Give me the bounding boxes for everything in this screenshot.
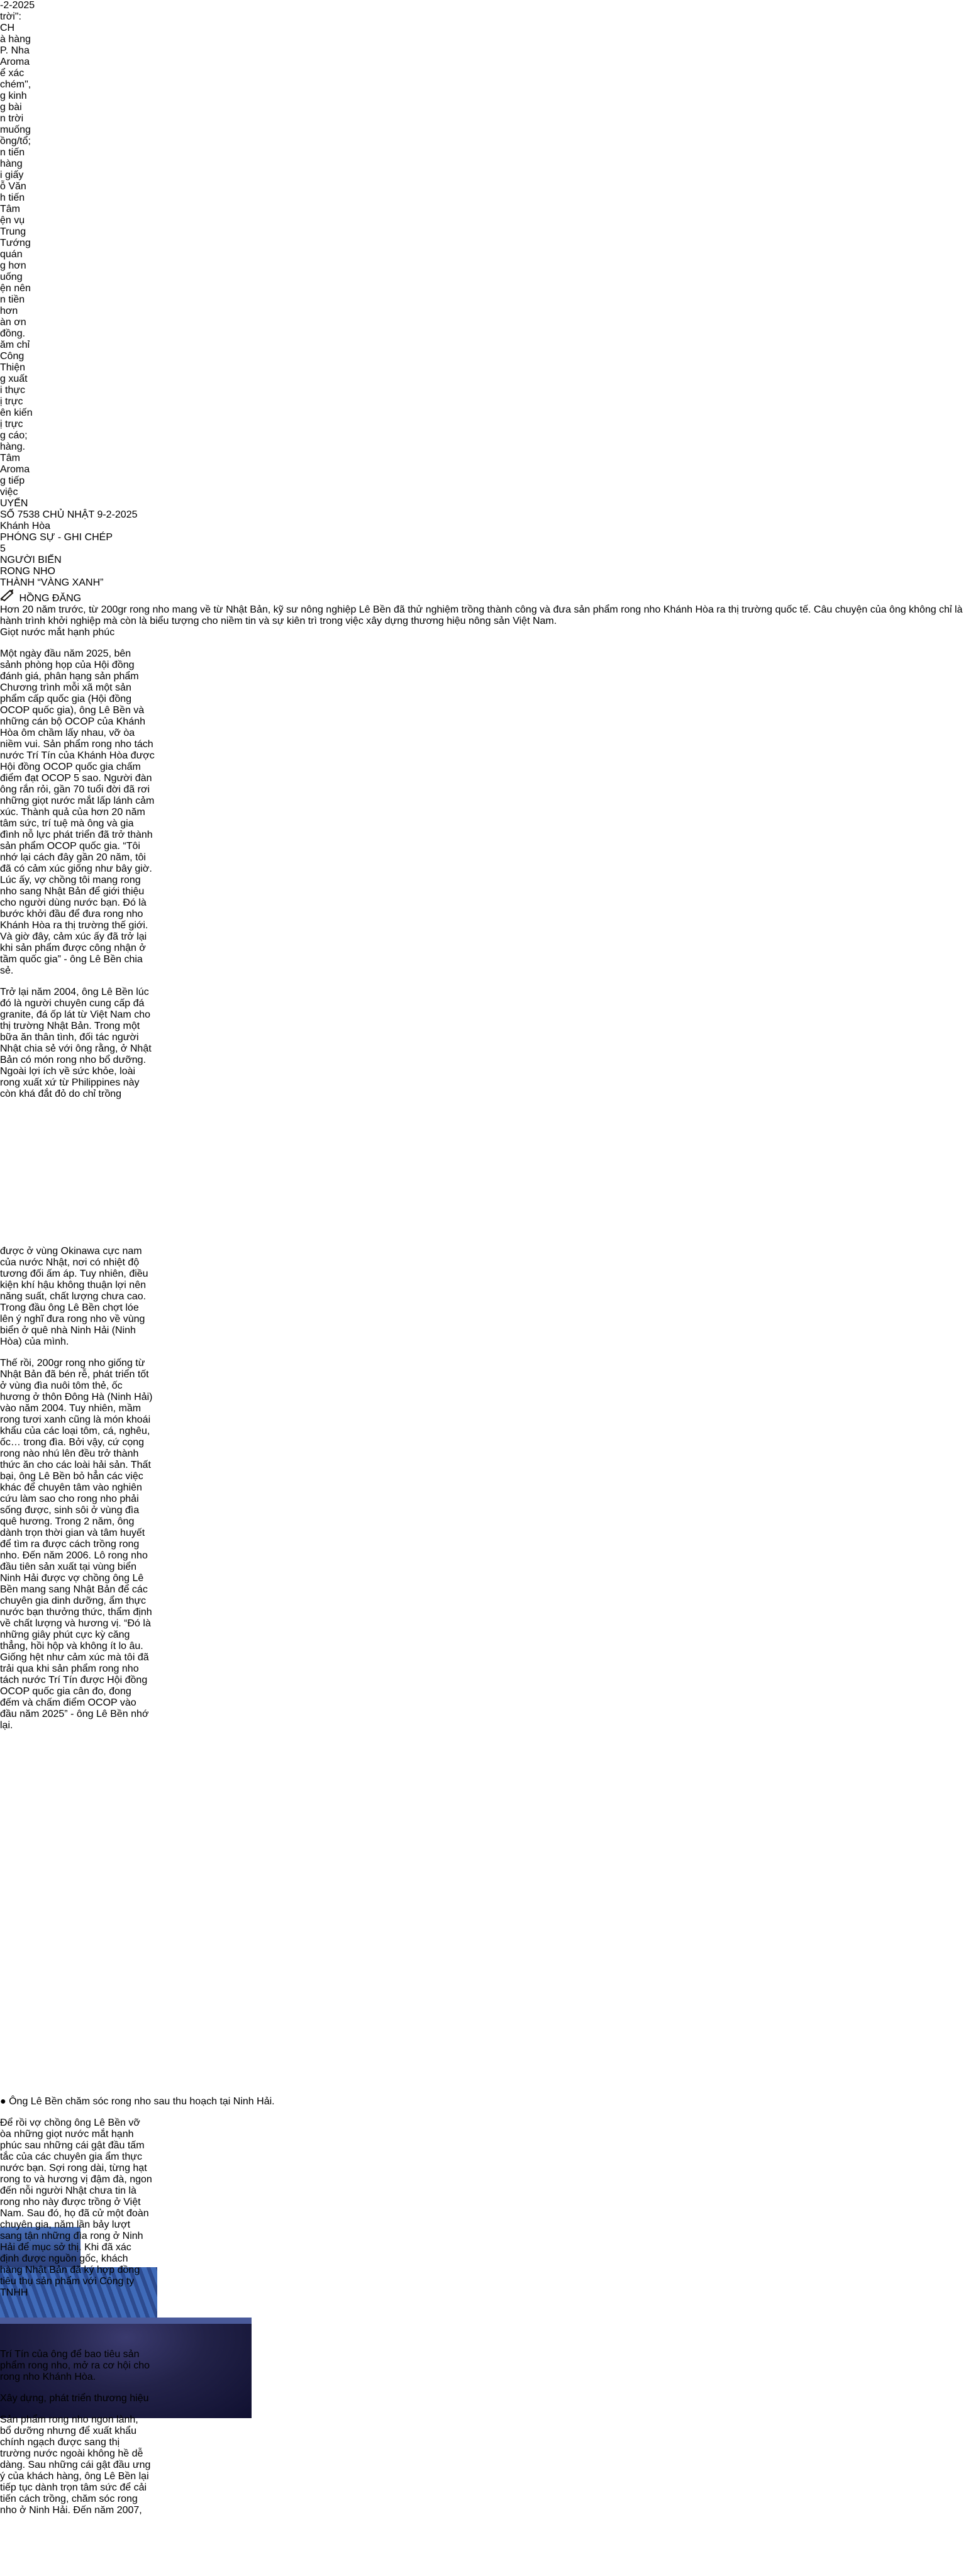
issue-number: 7538 — [17, 509, 40, 520]
headline-part3: THÀNH “VÀNG XANH” — [0, 577, 104, 588]
adjacent-page-text-fragment: Aroma — [0, 57, 30, 67]
adjacent-page-text-fragment: à hàng — [0, 34, 31, 45]
photo1-caption: ● Ông Lê Bền chăm sóc rong nho sau thu hoạch tại Ninh Hải. — [0, 2096, 275, 2107]
adjacent-page-text-fragment: àn ơn — [0, 317, 26, 328]
adjacent-page-text-fragment: ện vụ — [0, 215, 25, 226]
adjacent-page-text-fragment: P. Nha — [0, 45, 30, 56]
headline-part1: NGƯỜI BIẾN — [0, 555, 62, 565]
photo-le-ben-tending-seaweed — [0, 1856, 309, 2096]
photo1-pole — [0, 1856, 309, 1975]
student-figure — [0, 2572, 28, 2576]
adjacent-page-text-fragment: Tâm — [0, 453, 20, 464]
article-column-1 — [0, 627, 155, 1236]
adjacent-page-fragments — [0, 0, 966, 509]
adjacent-page-text-fragment: việc — [0, 487, 18, 497]
adjacent-page-text-fragment: g hơn — [0, 260, 26, 271]
adjacent-page-text-fragment: hơn — [0, 306, 18, 316]
adjacent-page-text-fragment: muống — [0, 125, 31, 135]
adjacent-page-text-fragment: Aroma — [0, 464, 30, 475]
paragraph — [0, 648, 155, 977]
photo1-pole — [0, 1975, 309, 2089]
adjacent-page-text-fragment: Tướng — [0, 238, 31, 248]
adjacent-page-text-fragment: -2-2025 — [0, 0, 35, 11]
byline — [0, 589, 966, 604]
paragraph — [0, 2414, 151, 2516]
section-heading-1: Giọt nước mắt hạnh phúc — [0, 627, 115, 638]
adjacent-page-text-fragment: ện nên — [0, 283, 31, 294]
adjacent-page-text-fragment: g kinh — [0, 91, 27, 101]
issue-label: SỐ — [0, 509, 15, 520]
adjacent-page-text-fragment: n tiền — [0, 294, 25, 305]
issue-info — [0, 509, 966, 521]
adjacent-page-text-fragment: uống — [0, 272, 23, 282]
section-label: PHÓNG SỰ - GHI CHÉP — [0, 532, 113, 543]
adjacent-page-text-fragment: trời": — [0, 11, 21, 22]
drop-cap: S — [0, 2414, 7, 2425]
adjacent-page-text-fragment: ên kiến — [0, 408, 33, 418]
section-heading-2: Xây dựng, phát triển thương hiệu — [0, 2393, 149, 2404]
adjacent-page-text-fragment: hàng. — [0, 441, 26, 452]
adjacent-page-text-fragment: Thiện — [0, 362, 26, 373]
headline-part2-textured: RONG NHO — [0, 566, 55, 577]
adjacent-page-text-fragment: đồng. — [0, 328, 26, 339]
drop-cap: M — [0, 648, 9, 659]
adjacent-page-text-fragment: Công — [0, 351, 25, 362]
day-label: CHỦ NHẬT — [42, 509, 94, 520]
adjacent-page-text-fragment: i thực — [0, 385, 26, 396]
newspaper-page — [0, 509, 966, 2576]
paragraph: Trở lại năm 2004, ông Lê Bền lúc đó là người chuyên cung cấp đá granite, đá ốp lát từ Việt Nam cho thị trường Nhật Bản. Trong một bữa ăn thân tình, đối tác người Nhật chia sẻ với ông rằng, ở Nhật Bản có món rong nho bổ dưỡng. Ngoài lợi ích về sức khỏe, loài rong xuất xứ từ Philippines này còn khá đắt đỏ do chỉ trồng — [0, 987, 152, 1099]
adjacent-page-text-fragment: i giấy — [0, 170, 24, 180]
lead-block — [0, 604, 966, 627]
adjacent-page-text-fragment: g cáo; — [0, 430, 28, 441]
adjacent-page-text-fragment: quán — [0, 249, 23, 260]
adjacent-page-text-fragment: ăm chỉ — [0, 340, 30, 350]
paragraph: Thế rồi, 200gr rong nho giống từ Nhật Bản đã bén rễ, phát triển tốt ở vùng đìa nuôi tôm thẻ, ốc hương ở thôn Đông Hà (Ninh Hải) vào năm 2004. Tuy nhiên, mầm rong tươi xanh cũng là món khoái khẩu của các loại tôm, cá, nghêu, ốc… trong đìa. Bởi vậy, cứ cọng rong nào nhú lên đều trở thành thức ăn cho các loài hải sản. Thất bại, ông Lê Bền bỏ hẳn các việc khác để chuyên tâm vào nghiên cứu làm sao cho rong nho phải sống được, sinh sôi ở vùng đìa quê hương. Trong 2 năm, ông dành trọn thời gian và tâm huyết để tìm ra được cách trồng rong nho. Đến năm 2006. Lô rong nho đầu tiên sản xuất tại vùng biển Ninh Hải được vợ chồng ông Lê Bền mang sang Nhật Bản để các chuyên gia dinh dưỡng, ẩm thực nước bạn thưởng thức, thẩm định về chất lượng và hương vị. “Đó là những giây phút cực kỳ căng thẳng, hồi hộp và không ít lo âu. Giống hệt như cảm xúc mà tôi đã trải qua khi sản phẩm rong nho tách nước Trí Tín được Hội đồng OCOP quốc gia cân đo, đong đếm và chấm điểm OCOP vào đầu năm 2025” - ông Lê Bền nhớ lại. — [0, 1358, 153, 1731]
paragraph: Để rồi vợ chồng ông Lê Bền vỡ òa những giọt nước mắt hạnh phúc sau những cái gật đầu tấm tắc của các chuyên gia ẩm thực nước bạn. Sợi rong dài, từng hạt rong to và hương vị đậm đà, ngon đến nỗi người Nhật chưa tin là rong nho này được trồng ở Việt Nam. Sau đó, họ đã cử một đoàn chuyên gia, năm lần bảy lượt sang tận những đìa rong ở Ninh Hải để mục sở thị. Khi đã xác định được nguồn gốc, khách hàng Nhật Bản đã ký hợp đồng tiêu thụ sản phẩm với Công ty TNHH — [0, 2118, 152, 2298]
adjacent-page-text-fragment: ị trực — [0, 419, 23, 430]
article-column-2 — [0, 1246, 153, 1856]
adjacent-page-text-fragment: n tiến — [0, 147, 25, 158]
adjacent-page-text-fragment: g bài — [0, 102, 22, 113]
adjacent-page-text-fragment: Trung — [0, 226, 26, 237]
adjacent-page-text-fragment: Tâm — [0, 204, 20, 214]
pen-icon — [0, 589, 16, 601]
adjacent-page-text-fragment: ồng/tổ; — [0, 136, 31, 147]
adjacent-page-text-fragment: hàng — [0, 158, 23, 169]
adjacent-page-text-fragment: g tiếp — [0, 475, 25, 486]
photo-students-seaweed-farm — [0, 2572, 309, 2576]
adjacent-page-text-fragment: h tiến — [0, 192, 25, 203]
paragraph: Trí Tín của ông để bao tiêu sản phẩm rong nho, mở ra cơ hội cho rong nho Khánh Hòa. — [0, 2349, 150, 2382]
author-name: HỒNG ĐĂNG — [19, 593, 82, 604]
lead-paragraph: Hơn 20 năm trước, từ 200gr rong nho mang về từ Nhật Bản, kỹ sư nông nghiệp Lê Bền đã thử nghiệm trồng thành công và đưa sản phẩm rong nho Khánh Hòa ra thị trường quốc tế. Câu chuyện của ông không chỉ là hành trình khởi nghiệp mà còn là biểu tượng cho niềm tin và sự kiên trì trong việc xây dựng thương hiệu nông sản Việt Nam. — [0, 604, 963, 626]
paragraph-text: ản phẩm rong nho ngon lành, bổ dưỡng nhưng để xuất khẩu chính ngạch được sang thị trường nước ngoài không hề dễ dàng. Sau những cái gật đầu ưng ý của khách hàng, ông Lê Bền lại tiếp tục dành trọn tâm sức để cải tiến cách trồng, chăm sóc rong nho ở Ninh Hải. Đến năm 2007, — [0, 2414, 151, 2516]
page-number: 5 — [0, 543, 6, 554]
adjacent-page-text-fragment: ỗ Văn — [0, 181, 26, 192]
article-column-4 — [0, 2349, 151, 2572]
paragraph: được ở vùng Okinawa cực nam của nước Nhật, nơi có nhiệt độ tương đối ấm áp. Tuy nhiên, điều kiện khí hậu không thuận lợi nên năng suất, chất lượng chưa cao. Trong đầu ông Lê Bền chợt lóe lên ý nghĩ đưa rong nho về vùng biển ở quê nhà Ninh Hải (Ninh Hòa) của mình. — [0, 1246, 148, 1347]
adjacent-page-text-fragment: CH — [0, 23, 15, 33]
paragraph-text: ột ngày đầu năm 2025, bên sảnh phòng họp của Hội đồng đánh giá, phân hạng sản phẩm Chương trình mỗi xã một sản phẩm cấp quốc gia (Hội đồng OCOP quốc gia), ông Lê Bền và những cán bộ OCOP của Khánh Hòa ôm chầm lấy nhau, vỡ òa niềm vui. Sản phẩm rong nho tách nước Trí Tín của Khánh Hòa được Hội đồng OCOP quốc gia chấm điểm đạt OCOP 5 sao. Người đàn ông rắn rỏi, gần 70 tuổi đời đã rơi những giọt nước mắt lấp lánh cảm xúc. Thành quả của hơn 20 năm tâm sức, trí tuệ mà ông và gia đình nỗ lực phát triển đã trở thành sản phẩm OCOP quốc gia. “Tôi nhớ lại cách đây gần 20 năm, tôi đã có cảm xúc giống như bây giờ. Lúc ấy, vợ chồng tôi mang rong nho sang Nhật Bản để giới thiệu cho người dùng nước bạn. Đó là bước khởi đầu để đưa rong nho Khánh Hòa ra thị trường thế giới. Và giờ đây, cảm xúc ấy đã trở lại khi sản phẩm được công nhận ở tầm quốc gia” - ông Lê Bền chia sẻ. — [0, 648, 155, 976]
adjacent-page-text-fragment: chém", — [0, 79, 31, 90]
adjacent-page-text-fragment: n trời — [0, 113, 24, 124]
article-column-3 — [0, 2118, 153, 2339]
adjacent-page-text-fragment: UYỂN — [0, 498, 28, 509]
adjacent-page-text-fragment: ể xác — [0, 68, 25, 79]
adjacent-page-text-fragment: ị trực — [0, 396, 23, 407]
adjacent-page-text-fragment: g xuất — [0, 374, 28, 384]
issue-date: 9-2-2025 — [97, 509, 138, 520]
adjacent-page-edge — [0, 0, 966, 509]
masthead-logo: Khánh Hòa — [0, 521, 51, 531]
